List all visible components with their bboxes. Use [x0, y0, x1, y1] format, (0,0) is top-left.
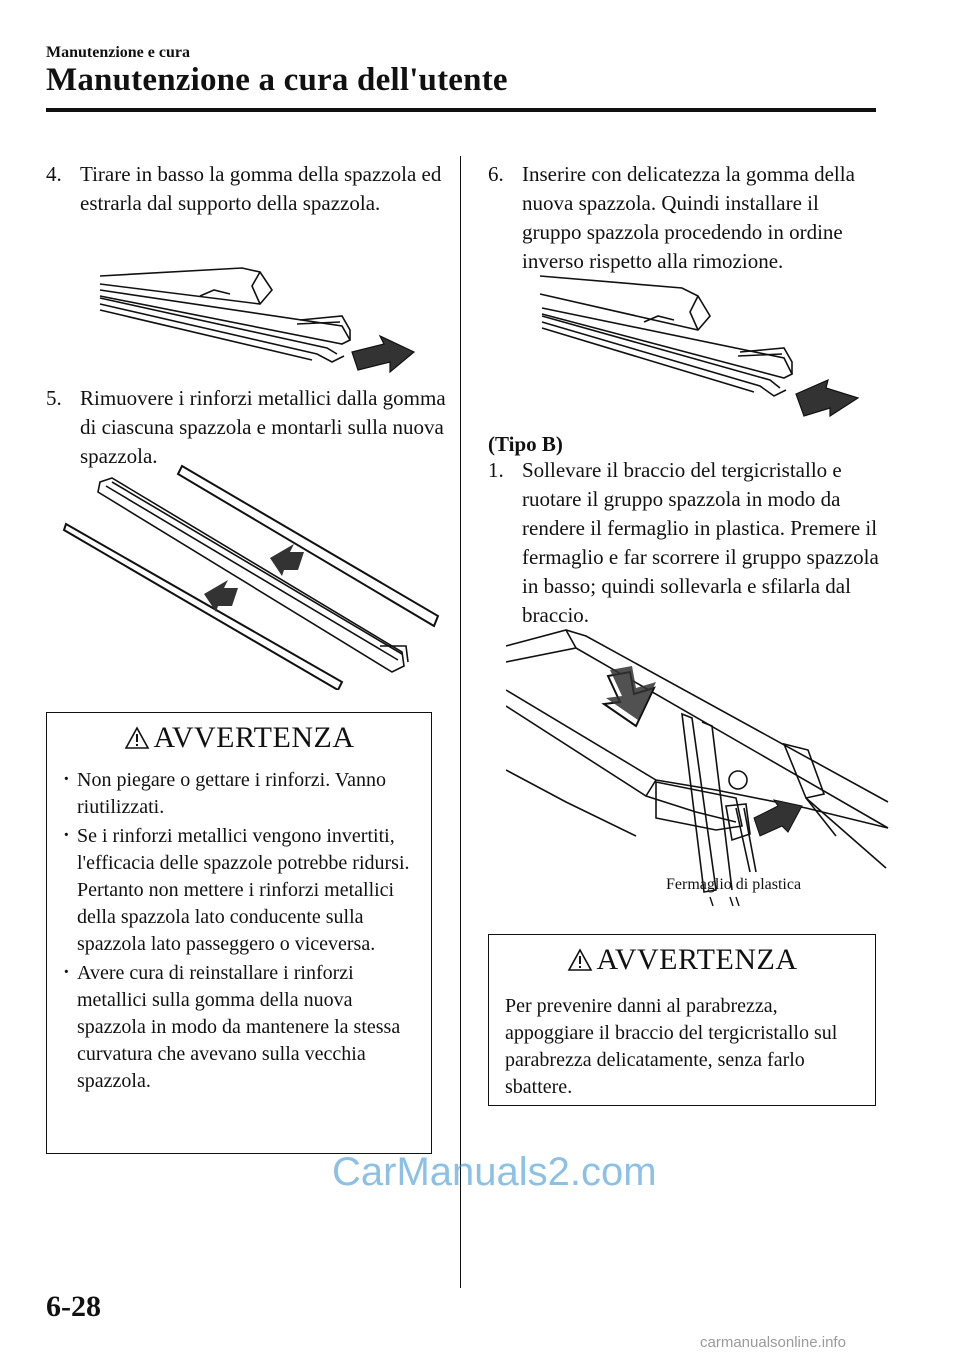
warning-triangle-icon: [124, 726, 150, 750]
page-title: Manutenzione a cura dell'utente: [46, 62, 508, 98]
warning-text: Per prevenire danni al parabrezza, appoggiare il braccio del tergicristallo sul parabrezza delicatamente, senza farlo sbattere.: [505, 995, 838, 1098]
warning-title: AVVERTENZA: [596, 943, 798, 976]
watermark: CarManuals2.com: [332, 1150, 657, 1194]
warning-item: · Avere cura di reinstallare i rinforzi metallici sulla gomma della nuova spazzola in modo da mantenere la stessa curvatura che avevano sulla vecchia spazzola.: [77, 960, 415, 1095]
warning-heading: [47, 721, 431, 755]
step-text: Sollevare il braccio del tergicristallo e ruotare il gruppo spazzola in modo da rendere il fermaglio in plastica. Premere il fermaglio e far scorrere il gruppo spazzola in basso; quindi sollevarla e sfilarla dal braccio.: [522, 458, 879, 627]
step-1-type-b: [488, 456, 880, 630]
column-divider: [460, 156, 461, 1288]
metal-reinforcements-illustration: [62, 462, 442, 690]
step-number: 1.: [488, 458, 504, 482]
callout-plastic-clip: Fermaglio di plastica: [666, 876, 802, 893]
step-5: [46, 384, 446, 471]
warning-box-right: [488, 934, 876, 1106]
warning-box-left: [46, 712, 432, 1154]
warning-triangle-icon: [567, 948, 593, 972]
warning-item: · Non piegare o gettare i rinforzi. Vanno riutilizzati.: [77, 767, 415, 821]
wiper-arm-clip-illustration: [506, 622, 890, 912]
page-number: 6-28: [46, 1290, 101, 1323]
step-number: 5.: [46, 386, 62, 410]
step-text: Tirare in basso la gomma della spazzola ed estrarla dal supporto della spazzola.: [80, 162, 442, 215]
step-number: 6.: [488, 162, 504, 186]
warning-item: · Se i rinforzi metallici vengono invertiti, l'efficacia delle spazzole potrebbe ridursi. Pertanto non mettere i rinforzi metallici della spazzola lato conducente sulla spazzola lato passeggero o viceversa.: [77, 823, 415, 958]
warning-list: [47, 767, 431, 1095]
step-text: Rimuovere i rinforzi metallici dalla gomma di ciascuna spazzola e montarli sulla nuova spazzola.: [80, 386, 446, 468]
wiper-blade-removal-illustration: [92, 262, 422, 374]
header-rule: [46, 108, 876, 112]
step-text: Inserire con delicatezza la gomma della nuova spazzola. Quindi installare il gruppo spazzola procedendo in ordine inverso rispetto alla rimozione.: [522, 162, 855, 273]
step-number: 4.: [46, 162, 62, 186]
wiper-blade-install-illustration: [534, 270, 864, 418]
warning-title: AVVERTENZA: [153, 721, 355, 754]
callout-leader-lines: [706, 896, 746, 908]
step-4: [46, 160, 446, 218]
warning-heading: [489, 943, 875, 977]
step-6: [488, 160, 880, 276]
section-label: Manutenzione e cura: [46, 44, 190, 61]
type-b-heading: (Tipo B): [488, 432, 563, 456]
site-mark: carmanualsonline.info: [700, 1334, 846, 1351]
